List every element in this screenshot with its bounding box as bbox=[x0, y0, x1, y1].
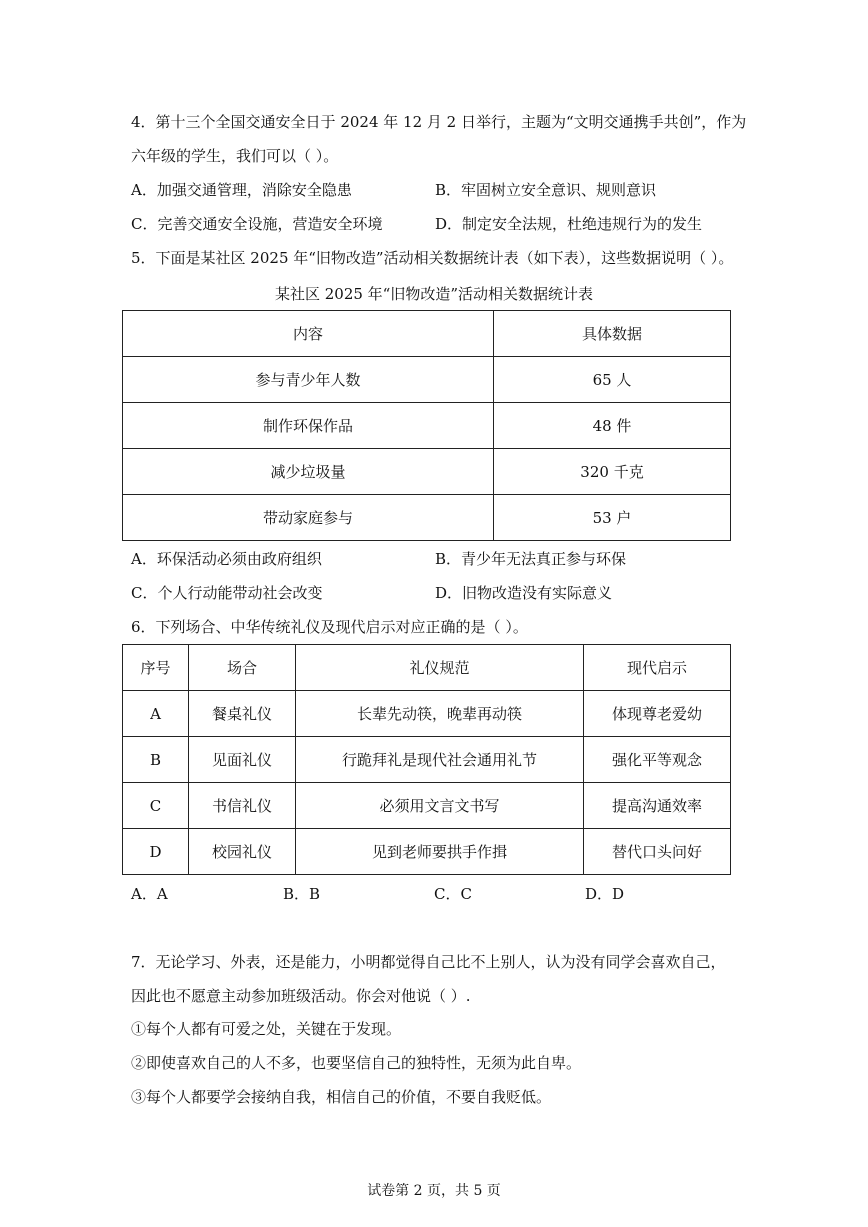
q5-option-c[interactable]: C．个人行动能带动社会改变 bbox=[131, 584, 323, 602]
table-cell: A bbox=[123, 691, 189, 737]
table-cell: 必须用文言文书写 bbox=[296, 783, 584, 829]
table-cell: C bbox=[123, 783, 189, 829]
q6-option-a[interactable]: A．A bbox=[131, 885, 168, 903]
q5-table-title: 某社区 2025 年“旧物改造”活动相关数据统计表 bbox=[274, 285, 594, 303]
table-cell: 320 千克 bbox=[494, 449, 731, 495]
table-header-cell: 礼仪规范 bbox=[296, 645, 584, 691]
table-row bbox=[123, 829, 731, 875]
table-row bbox=[123, 449, 731, 495]
table-row bbox=[123, 737, 731, 783]
q7-stem-line1: 7．无论学习、外表，还是能力，小明都觉得自己比不上别人，认为没有同学会喜欢自己， bbox=[131, 953, 726, 971]
q4-option-d[interactable]: D．制定安全法规，杜绝违规行为的发生 bbox=[435, 215, 703, 233]
table-cell: 强化平等观念 bbox=[584, 737, 731, 783]
q6-stem: 6．下列场合、中华传统礼仪及现代启示对应正确的是（ ）。 bbox=[131, 618, 528, 636]
table-cell: 书信礼仪 bbox=[189, 783, 296, 829]
table-cell: 48 件 bbox=[494, 403, 731, 449]
page-footer: 试卷第 2 页，共 5 页 bbox=[367, 1183, 501, 1199]
q5-option-b[interactable]: B．青少年无法真正参与环保 bbox=[435, 550, 627, 568]
table-cell: 减少垃圾量 bbox=[123, 449, 494, 495]
table-header-cell: 内容 bbox=[123, 311, 494, 357]
table-header-cell: 具体数据 bbox=[494, 311, 731, 357]
table-row bbox=[123, 357, 731, 403]
q6-etiquette-table bbox=[122, 644, 731, 875]
table-cell: 行跪拜礼是现代社会通用礼节 bbox=[296, 737, 584, 783]
table-cell: 制作环保作品 bbox=[123, 403, 494, 449]
q6-option-b[interactable]: B．B bbox=[283, 885, 321, 903]
q6-option-d[interactable]: D．D bbox=[585, 885, 625, 903]
q7-statement-2: ②即使喜欢自己的人不多，也要坚信自己的独特性，无须为此自卑。 bbox=[131, 1054, 582, 1072]
q4-option-c[interactable]: C．完善交通安全设施，营造安全环境 bbox=[131, 215, 383, 233]
q5-option-a[interactable]: A．环保活动必须由政府组织 bbox=[131, 550, 322, 568]
table-cell: 长辈先动筷，晚辈再动筷 bbox=[296, 691, 584, 737]
q4-stem-line1: 4．第十三个全国交通安全日于 2024 年 12 月 2 日举行，主题为“文明交通携手共创”，作为 bbox=[131, 113, 747, 131]
table-cell: 65 人 bbox=[494, 357, 731, 403]
table-cell: D bbox=[123, 829, 189, 875]
q7-stem-line2: 因此也不愿意主动参加班级活动。你会对他说（ ）. bbox=[131, 987, 471, 1005]
q4-option-a[interactable]: A．加强交通管理，消除安全隐患 bbox=[131, 181, 352, 199]
table-header-row bbox=[123, 645, 731, 691]
table-cell: 参与青少年人数 bbox=[123, 357, 494, 403]
table-header-cell: 序号 bbox=[123, 645, 189, 691]
q7-statement-3: ③每个人都要学会接纳自我，相信自己的价值，不要自我贬低。 bbox=[131, 1088, 552, 1106]
table-row bbox=[123, 783, 731, 829]
table-header-cell: 现代启示 bbox=[584, 645, 731, 691]
table-cell: 见到老师要拱手作揖 bbox=[296, 829, 584, 875]
table-cell: 带动家庭参与 bbox=[123, 495, 494, 541]
q5-data-table bbox=[122, 310, 731, 541]
table-cell: 替代口头问好 bbox=[584, 829, 731, 875]
q7-statement-1: ①每个人都有可爱之处，关键在于发现。 bbox=[131, 1020, 402, 1038]
table-cell: 53 户 bbox=[494, 495, 731, 541]
table-cell: 见面礼仪 bbox=[189, 737, 296, 783]
q5-stem: 5．下面是某社区 2025 年“旧物改造”活动相关数据统计表（如下表），这些数据说明（ ）。 bbox=[131, 249, 734, 267]
table-cell: 餐桌礼仪 bbox=[189, 691, 296, 737]
q5-option-d[interactable]: D．旧物改造没有实际意义 bbox=[435, 584, 613, 602]
table-cell: 体现尊老爱幼 bbox=[584, 691, 731, 737]
table-cell: 校园礼仪 bbox=[189, 829, 296, 875]
table-row bbox=[123, 691, 731, 737]
table-cell: B bbox=[123, 737, 189, 783]
table-row bbox=[123, 403, 731, 449]
q4-stem-line2: 六年级的学生，我们可以（ ）。 bbox=[131, 147, 339, 165]
q6-option-c[interactable]: C．C bbox=[434, 885, 472, 903]
table-row bbox=[123, 495, 731, 541]
table-header-cell: 场合 bbox=[189, 645, 296, 691]
table-header-row bbox=[123, 311, 731, 357]
table-cell: 提高沟通效率 bbox=[584, 783, 731, 829]
q4-option-b[interactable]: B．牢固树立安全意识、规则意识 bbox=[435, 181, 657, 199]
